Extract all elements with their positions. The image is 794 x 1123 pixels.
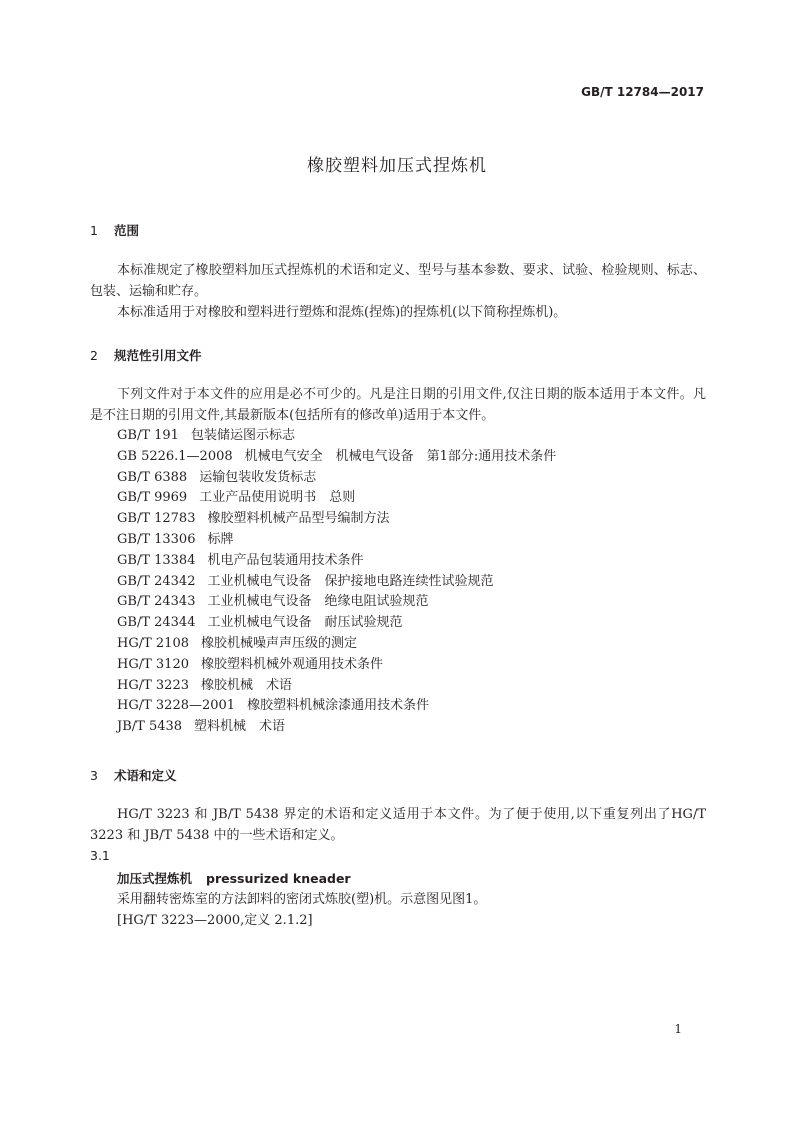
reference-item <box>117 468 556 489</box>
section-title: 范围 <box>114 223 140 238</box>
scope-paragraph-2: 本标准适用于对橡胶和塑料进行塑炼和混炼(捏炼)的捏炼机(以下简称捏炼机)。 <box>117 305 567 320</box>
section-heading-terms <box>90 766 177 784</box>
reference-code: GB 5226.1—2008 <box>117 448 233 464</box>
reference-title: 工业产品使用说明书 总则 <box>199 490 356 506</box>
reference-code: GB/T 6388 <box>117 469 188 485</box>
section-number: 1 <box>90 223 98 238</box>
reference-item <box>117 613 556 634</box>
term-source: [HG/T 3223—2000,定义 2.1.2] <box>117 913 313 928</box>
section-number: 3 <box>90 768 98 783</box>
normative-intro: 下列文件对于本文件的应用是必不可少的。凡是注日期的引用文件,仅注日期的版本适用于本文件。凡是不注日期的引用文件,其最新版本(包括所有的修改单)适用于本文件。 <box>90 387 706 423</box>
reference-item <box>117 447 556 468</box>
reference-title: 标牌 <box>207 531 234 547</box>
reference-title: 橡胶机械噪声声压级的测定 <box>201 635 358 651</box>
reference-title: 工业机械电气设备 耐压试验规范 <box>207 615 403 631</box>
page-number: 1 <box>674 1022 682 1036</box>
reference-item <box>117 488 556 509</box>
reference-code: GB/T 9969 <box>117 490 188 506</box>
section-heading-normative <box>90 346 202 364</box>
reference-item <box>117 717 556 738</box>
reference-title: 橡胶机械 术语 <box>201 677 293 693</box>
section-title: 术语和定义 <box>114 768 177 783</box>
term-chinese: 加压式捏炼机 <box>117 871 193 886</box>
reference-item <box>117 530 556 551</box>
reference-title: 工业机械电气设备 保护接地电路连续性试验规范 <box>207 573 494 589</box>
reference-item <box>117 509 556 530</box>
reference-code: GB/T 24344 <box>117 615 196 631</box>
term-english: pressurized kneader <box>206 871 351 886</box>
reference-item <box>117 676 556 697</box>
reference-title: 橡胶塑料机械涂漆通用技术条件 <box>247 698 430 714</box>
reference-code: GB/T 191 <box>117 428 179 443</box>
reference-item <box>117 696 556 717</box>
section-heading-scope <box>90 221 139 239</box>
reference-title: 工业机械电气设备 绝缘电阻试验规范 <box>207 594 429 610</box>
terms-intro: HG/T 3223 和 JB/T 5438 界定的术语和定义适用于本文件。为了便于使用,以下重复列出了HG/T 3223 和 JB/T 5438 中的一些术语和定义。 <box>90 807 706 843</box>
clause-number: 3.1 <box>90 848 110 863</box>
reference-item <box>117 551 556 572</box>
standard-code: GB/T 12784—2017 <box>581 85 704 99</box>
reference-title: 橡胶塑料机械产品型号编制方法 <box>207 511 390 527</box>
term-definition: 采用翻转密炼室的方法卸料的密闭式炼胶(塑)机。示意图见图1。 <box>117 892 487 907</box>
reference-title: 机械电气安全 机械电气设备 第1部分:通用技术条件 <box>244 448 557 464</box>
reference-title: 机电产品包装通用技术条件 <box>207 552 364 568</box>
document-title: 橡胶塑料加压式捏炼机 <box>307 156 487 176</box>
reference-code: HG/T 3223 <box>117 677 189 693</box>
reference-code: GB/T 13384 <box>117 552 196 568</box>
term-entry <box>117 869 351 887</box>
reference-item <box>117 655 556 676</box>
reference-code: GB/T 24343 <box>117 594 196 610</box>
reference-item <box>117 426 556 447</box>
reference-title: 塑料机械 术语 <box>194 719 286 735</box>
reference-code: JB/T 5438 <box>117 719 183 735</box>
reference-title: 运输包装收发货标志 <box>199 469 317 485</box>
reference-code: GB/T 13306 <box>117 531 196 547</box>
reference-title: 包装储运图示标志 <box>190 428 295 443</box>
reference-code: GB/T 24342 <box>117 573 196 589</box>
reference-code: HG/T 2108 <box>117 635 189 651</box>
reference-list <box>117 426 556 738</box>
reference-title: 橡胶塑料机械外观通用技术条件 <box>201 656 384 672</box>
reference-code: HG/T 3120 <box>117 656 189 672</box>
reference-code: HG/T 3228—2001 <box>117 698 236 714</box>
reference-item <box>117 592 556 613</box>
reference-item <box>117 572 556 593</box>
reference-code: GB/T 12783 <box>117 511 196 527</box>
section-title: 规范性引用文件 <box>114 348 202 363</box>
section-number: 2 <box>90 348 98 363</box>
reference-item <box>117 634 556 655</box>
scope-paragraph-1: 本标准规定了橡胶塑料加压式捏炼机的术语和定义、型号与基本参数、要求、试验、检验规则、标志、包装、运输和贮存。 <box>90 263 706 299</box>
